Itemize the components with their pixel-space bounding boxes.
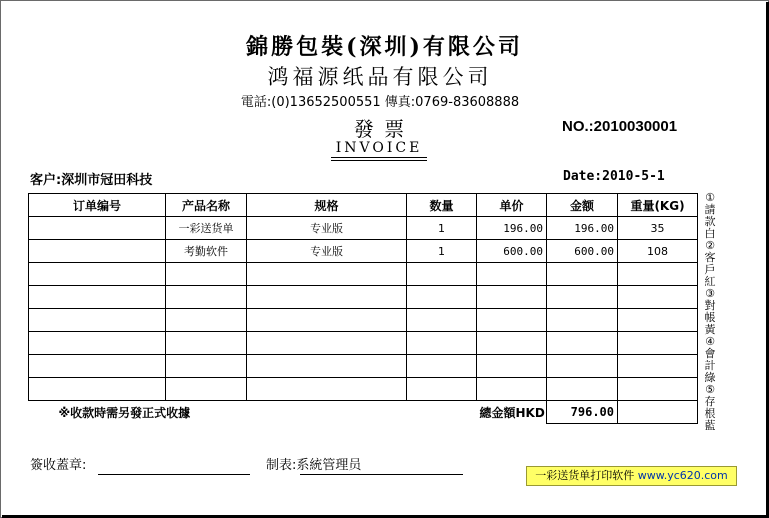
invoice-date: Date:2010-5-1 — [563, 169, 665, 184]
table-cell: 600.00 — [477, 240, 547, 263]
table-cell — [618, 286, 698, 309]
table-cell — [29, 332, 166, 355]
table-cell — [547, 332, 618, 355]
total-amount: 796.00 — [547, 401, 618, 424]
column-header: 重量(KG) — [618, 194, 698, 217]
table-cell — [247, 355, 407, 378]
column-header: 数量 — [407, 194, 477, 217]
table-cell — [407, 332, 477, 355]
table-cell — [618, 378, 698, 401]
column-header: 单价 — [477, 194, 547, 217]
table-row — [29, 263, 698, 286]
table-cell — [547, 378, 618, 401]
table-cell — [477, 355, 547, 378]
document-title: 發 票 — [353, 117, 407, 141]
table-cell: 600.00 — [547, 240, 618, 263]
contact-info: 電話:(0)13652500551 傳真:0769-83608888 — [240, 95, 520, 110]
table-cell — [407, 355, 477, 378]
title-underline-double — [331, 160, 427, 161]
table-cell: 1 — [407, 217, 477, 240]
table-cell — [247, 263, 407, 286]
total-label: 總金額HKD — [479, 405, 545, 420]
table-cell: 1 — [407, 240, 477, 263]
table-cell — [618, 263, 698, 286]
table-cell — [166, 263, 247, 286]
line-items-table — [28, 193, 698, 424]
table-cell — [29, 217, 166, 240]
invoice-number: NO.:2010030001 — [562, 118, 678, 135]
table-cell — [29, 240, 166, 263]
badge-url[interactable]: www.yc620.com — [637, 469, 728, 482]
company-name-traditional: 錦勝包裝(深圳)有限公司 — [246, 34, 523, 60]
table-cell — [547, 355, 618, 378]
table-cell — [29, 263, 166, 286]
company-name-simplified: 鸿福源纸品有限公司 — [267, 65, 493, 89]
title-underline — [331, 157, 427, 158]
table-cell — [247, 309, 407, 332]
table-row — [29, 355, 698, 378]
table-cell — [618, 355, 698, 378]
table-row — [29, 217, 698, 240]
table-row — [29, 378, 698, 401]
table-cell — [618, 309, 698, 332]
column-header: 规格 — [247, 194, 407, 217]
table-cell — [247, 286, 407, 309]
table-row — [29, 332, 698, 355]
table-cell — [166, 332, 247, 355]
table-cell: 一彩送货单 — [166, 217, 247, 240]
table-cell — [477, 263, 547, 286]
table-cell — [166, 286, 247, 309]
table-cell — [407, 286, 477, 309]
table-cell — [547, 309, 618, 332]
table-cell — [407, 263, 477, 286]
software-ad-badge[interactable] — [526, 466, 737, 486]
column-header: 金额 — [547, 194, 618, 217]
table-cell: 108 — [618, 240, 698, 263]
table-cell — [477, 286, 547, 309]
table-cell: 考勤软件 — [166, 240, 247, 263]
table-row — [29, 240, 698, 263]
table-cell — [29, 286, 166, 309]
column-header: 产品名称 — [166, 194, 247, 217]
table-cell — [166, 309, 247, 332]
copy-distribution-notes: ①請款白②客戶紅③對帳黃④會計綠⑤存根藍 — [704, 192, 716, 432]
table-cell — [29, 355, 166, 378]
badge-text: 一彩送货单打印软件 — [535, 469, 638, 482]
table-header-row — [29, 194, 698, 217]
table-cell — [166, 378, 247, 401]
table-cell — [29, 378, 166, 401]
table-cell — [477, 332, 547, 355]
table-cell: 专业版 — [247, 240, 407, 263]
table-cell: 专业版 — [247, 217, 407, 240]
table-cell — [618, 332, 698, 355]
table-cell: 196.00 — [477, 217, 547, 240]
prepared-by-line — [300, 474, 463, 475]
table-cell — [407, 378, 477, 401]
customer-name: 客户:深圳市冠田科技 — [30, 173, 153, 188]
signature-line — [98, 474, 250, 475]
table-cell — [477, 309, 547, 332]
table-cell — [166, 355, 247, 378]
document-title-english: INVOICE — [335, 140, 423, 156]
table-cell — [477, 378, 547, 401]
table-row — [29, 286, 698, 309]
table-row — [29, 309, 698, 332]
table-cell — [407, 309, 477, 332]
total-blank-cell — [618, 401, 698, 424]
table-cell — [547, 263, 618, 286]
prepared-by: 制表:系統管理员 — [266, 458, 362, 473]
table-cell — [547, 286, 618, 309]
receipt-note: ※收款時需另發正式收據 — [58, 405, 191, 420]
table-cell — [247, 332, 407, 355]
table-cell: 35 — [618, 217, 698, 240]
column-header: 订单编号 — [29, 194, 166, 217]
table-cell: 196.00 — [547, 217, 618, 240]
signature-label: 簽收蓋章: — [30, 458, 87, 473]
table-cell — [247, 378, 407, 401]
table-cell — [29, 309, 166, 332]
total-row — [29, 401, 698, 424]
